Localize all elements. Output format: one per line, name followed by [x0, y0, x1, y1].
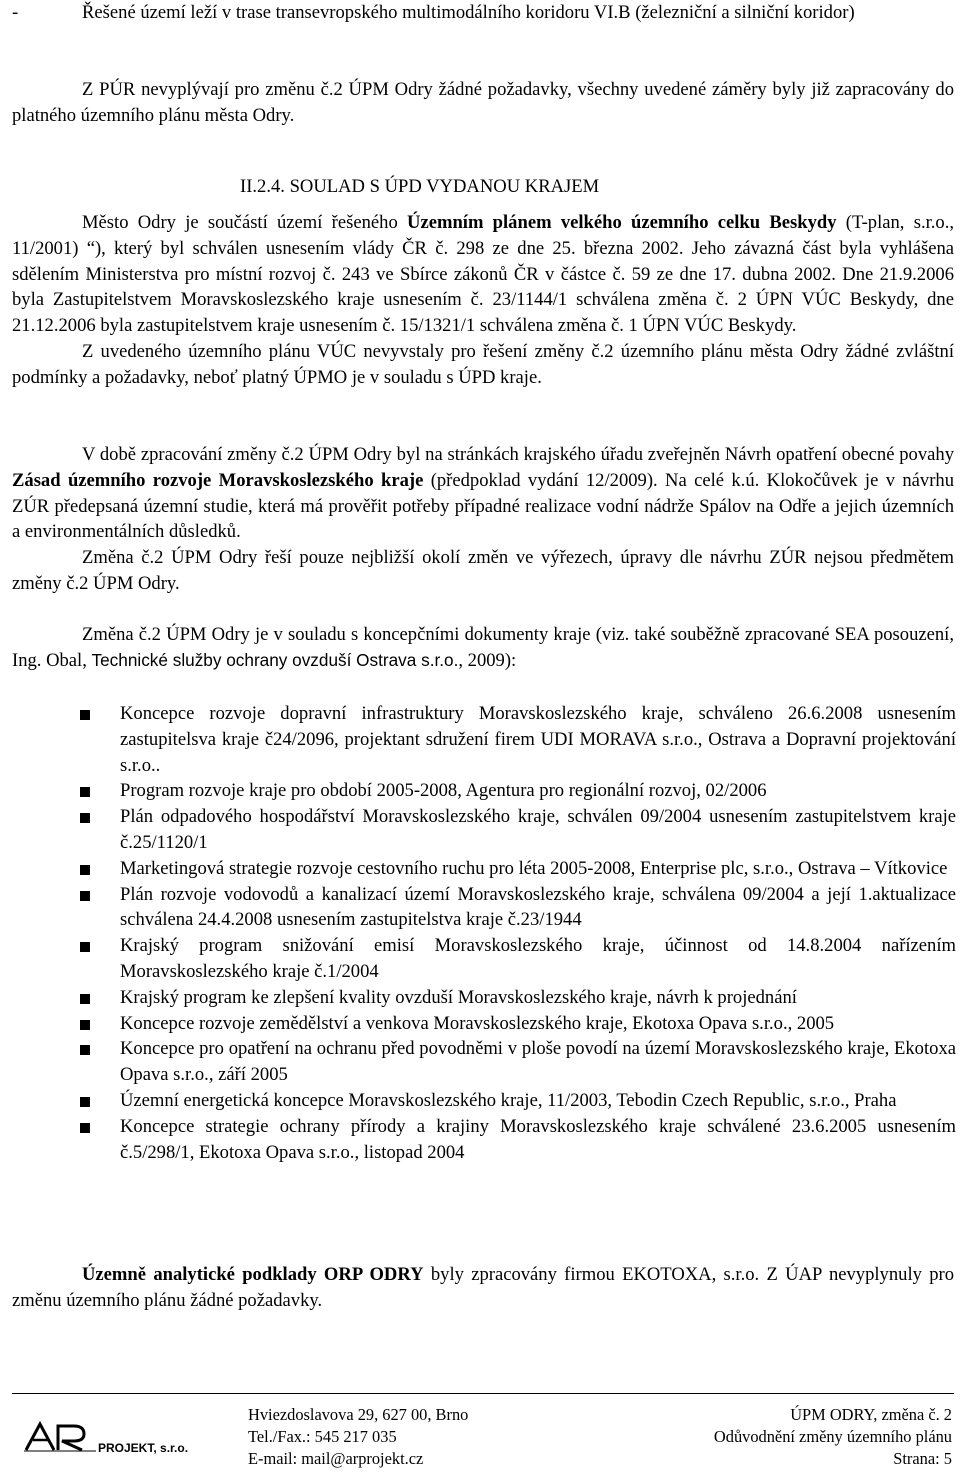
page-label: Strana:: [893, 1449, 944, 1468]
list-item: Krajský program ke zlepšení kvality ovzduší Moravskoslezského kraje, návrh k projednání: [80, 985, 956, 1011]
zur-name: Zásad územního rozvoje Moravskoslezského kraje: [12, 469, 424, 491]
footer-phone: Tel./Fax.: 545 217 035: [248, 1427, 397, 1446]
footer-address: Hviezdoslavova 29, 627 00, Brno: [248, 1405, 469, 1424]
pur-text: Z PÚR nevyplývají pro změnu č.2 ÚPM Odry žádné požadavky, všechny uvedené záměry byly již zapracovány do platného územního plánu města Odry.: [12, 79, 954, 126]
footer-doc-subtitle: Odůvodnění změny územního plánu: [713, 1427, 952, 1446]
vuc-text-a: Město Odry je součástí území řešeného: [82, 212, 408, 233]
list-item: Koncepce pro opatření na ochranu před povodněmi v ploše povodí na území Moravskoslezského kraje, Ekotoxa Opava s.r.o., září 2005: [80, 1036, 956, 1088]
arprojekt-logo-icon: [24, 1420, 96, 1452]
list-item: Program rozvoje kraje pro období 2005-2008, Agentura pro regionální rozvoj, 02/2006: [80, 778, 956, 804]
uap-rest: byly zpracovány firmou EKOTOXA, s.r.o. Z ÚAP nevyplynuly pro změnu územního plánu žádné požadavky.: [12, 1264, 954, 1311]
zur-paragraph: [12, 442, 954, 597]
vuc-conclusion: Z uvedeného územního plánu VÚC nevyvstaly pro řešení změny č.2 územního plánu města Odry žádné zvláštní podmínky a požadavky, neboť platný ÚPMO je v souladu s ÚPD kraje.: [12, 340, 954, 388]
section-heading: II.2.4. SOULAD S ÚPD VYDANOU KRAJEM: [240, 176, 600, 197]
footer-doc-info: [714, 1404, 952, 1470]
zur-text-c: (předpoklad vydání 12/2009). Na celé k.ú. Klokočůvek je v návrhu ZÚR předepsaná územní studie, která má prověřit potřeby případné realizace vodní nádrže Spálov na Odře a jejich územních a environmentálních důsledků.: [12, 469, 954, 543]
footer-doc-title: ÚPM ODRY, změna č. 2: [790, 1405, 952, 1424]
zur-scope-text: Změna č.2 ÚPM Odry řeší pouze nejbližší okolí změn ve výřezech, úpravy dle návrhu ZÚR nejsou předmětem změny č.2 ÚPM Odry.: [12, 547, 954, 594]
list-item: Plán rozvoje vodovodů a kanalizací území Moravskoslezského kraje, schválena 09/2004 a její 1.aktualizace schválena 24.4.2008 usnesením zastupitelstva kraje č.23/1944: [80, 882, 956, 934]
logo-company: PROJEKT, s.r.o.: [98, 1441, 189, 1455]
list-item: Krajský program snižování emisí Moravskoslezského kraje, účinnost od 14.8.2004 nařízením Moravskoslezského kraje č.1/2004: [80, 933, 956, 985]
list-item: Koncepce strategie ochrany přírody a krajiny Moravskoslezského kraje schválené 23.6.2005 usnesením č.5/298/1, Ekotoxa Opava s.r.o., listopad 2004: [80, 1114, 956, 1166]
concepts-paragraph: [12, 622, 954, 674]
uap-name: Územně analytické podklady ORP ODRY: [82, 1264, 424, 1285]
pur-paragraph: [12, 77, 954, 129]
list-item: Plán odpadového hospodářství Moravskoslezského kraje, schválen 09/2004 usnesením zastupitelstvem kraje č.25/1120/1: [80, 804, 956, 856]
list-item: Koncepce rozvoje dopravní infrastruktury Moravskoslezského kraje, schváleno 26.6.2008 usnesením zastupitelsva kraje č24/2096, projektant sdružení firem UDI MORAVA s.r.o., Ostrava a Dopravní projektování s.r.o..: [80, 701, 956, 778]
uap-paragraph: [12, 1262, 954, 1314]
vuc-plan-name: Územním plánem velkého územního celku Beskydy: [407, 212, 837, 233]
list-item: Územní energetická koncepce Moravskoslezského kraje, 11/2003, Tebodin Czech Republic, s.r.o., Praha: [80, 1088, 956, 1114]
concepts-list: [80, 701, 956, 1165]
concepts-text-c: , 2009):: [458, 649, 517, 671]
footer-divider: [12, 1393, 954, 1394]
zur-text-a: V době zpracování změny č.2 ÚPM Odry byl na stránkách krajského úřadu zveřejněn Návrh opatření obecné povahy: [82, 444, 954, 465]
footer-page: [714, 1448, 952, 1470]
concepts-text: [12, 622, 954, 674]
footer-contact: [248, 1404, 468, 1470]
uap-text: [12, 1262, 954, 1314]
footer-email: E-mail: mail@arprojekt.cz: [248, 1449, 424, 1468]
corridor-item: Řešené území leží v trase transevropského multimodálního koridoru VI.B (železniční a silniční koridor): [82, 2, 855, 23]
list-item: Koncepce rozvoje zemědělství a venkova Moravskoslezského kraje, Ekotoxa Opava s.r.o., 2005: [80, 1011, 956, 1037]
dash-marker: -: [12, 2, 19, 23]
page-number: 5: [943, 1449, 952, 1468]
zur-text: [12, 442, 954, 545]
concepts-text-a: Změna č.2 ÚPM Odry je v souladu s koncepčními dokumenty kraje (viz. také souběžně zpracované SEA posouzení, Ing. Obal,: [12, 624, 954, 671]
vuc-text-c: (T-plan, s.r.o., 11/2001) “), který byl schválen usnesením vlády ČR č. 298 ze dne 25. března 2002. Jeho závazná část byla vyhlášena sdělením Ministerstva pro místní rozvoj č. 243 ve Sbírce zákonů ČR v částce č. 59 ze dne 17. dubna 2002. Dne 21.9.2006 byla Zastupitelstvem Moravskoslezského kraje usnesením č. 23/1144/1 schválena změna č. 2 ÚPN VÚC Beskydy, dne 21.12.2006 byla zastupitelstvem kraje usnesením č. 15/1321/1 schválena změna č. 1 ÚPN VÚC Beskydy.: [12, 212, 954, 337]
list-item: Marketingová strategie rozvoje cestovního ruchu pro léta 2005-2008, Enterprise plc, s.r.o., Ostrava – Vítkovice: [80, 856, 956, 882]
vuc-paragraph: [12, 210, 954, 391]
concepts-company: Technické služby ochrany ovzduší Ostrava s.r.o.: [91, 649, 459, 670]
vuc-text: [12, 210, 954, 339]
